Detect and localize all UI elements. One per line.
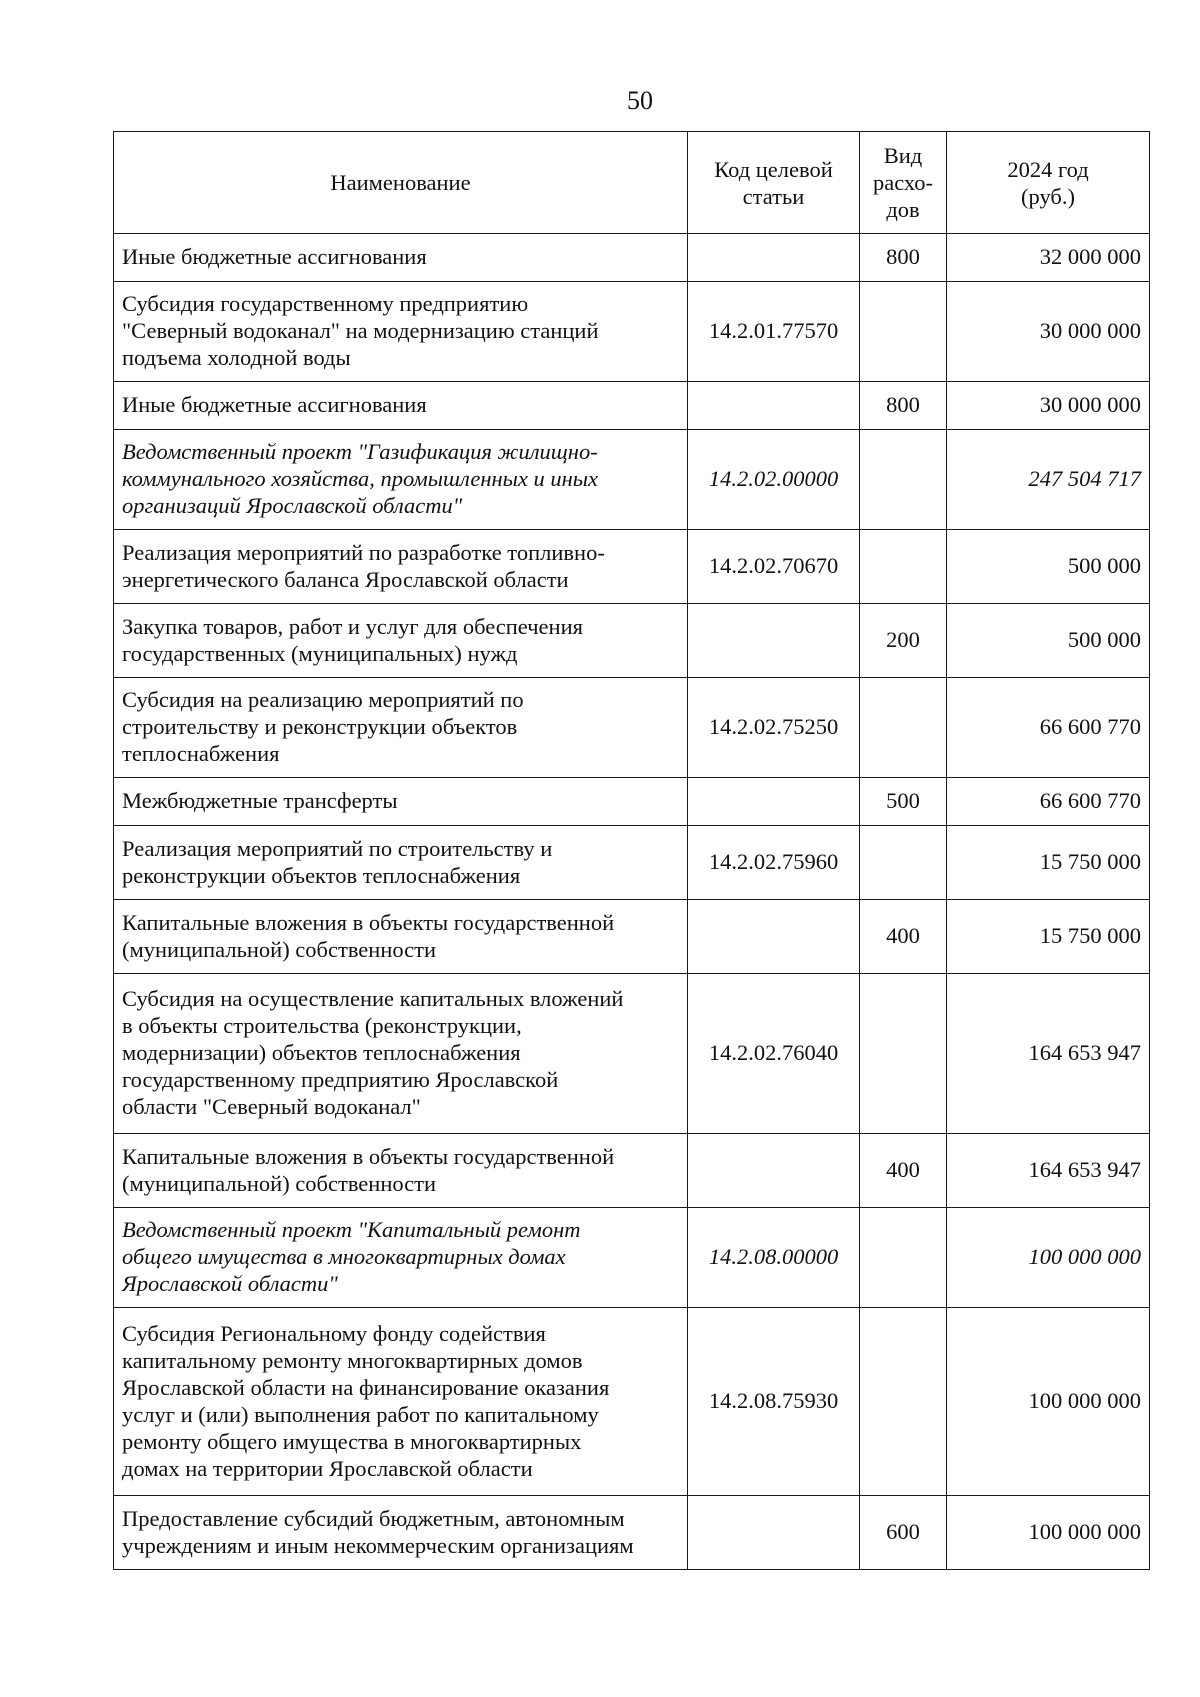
cell-sum: 164 653 947 — [947, 1134, 1150, 1208]
cell-code: 14.2.08.75930 — [688, 1308, 860, 1496]
header-name — [114, 132, 688, 234]
table-row — [114, 826, 1150, 900]
header-kind-line: дов — [886, 197, 920, 222]
cell-name-line: Ведомственный проект "Газификация жилищно- — [122, 439, 598, 464]
cell-name-line: Субсидия Региональному фонду содействия — [122, 1320, 546, 1346]
cell-name-line: домах на территории Ярославской области — [122, 1455, 533, 1481]
cell-name-line: Ведомственный проект "Капитальный ремонт — [122, 1217, 581, 1242]
table-row — [114, 1134, 1150, 1208]
cell-sum: 66 600 770 — [947, 778, 1150, 826]
table-row — [114, 430, 1150, 530]
table-body — [114, 234, 1150, 1570]
cell-code — [688, 900, 860, 974]
header-name-label: Наименование — [330, 170, 471, 195]
cell-name-line: учреждениям и иным некоммерческим организациям — [122, 1532, 634, 1558]
cell-sum: 66 600 770 — [947, 678, 1150, 778]
cell-sum: 30 000 000 — [947, 282, 1150, 382]
cell-code: 14.2.08.00000 — [688, 1208, 860, 1308]
cell-sum: 15 750 000 — [947, 826, 1150, 900]
cell-sum: 32 000 000 — [947, 234, 1150, 282]
header-code-line: Код целевой — [714, 156, 833, 182]
cell-name-line: строительству и реконструкции объектов — [122, 714, 518, 739]
cell-name — [114, 826, 688, 900]
cell-sum: 100 000 000 — [947, 1208, 1150, 1308]
cell-code: 14.2.01.77570 — [688, 282, 860, 382]
cell-sum: 247 504 717 — [947, 430, 1150, 530]
cell-code: 14.2.02.00000 — [688, 430, 860, 530]
cell-name-line: "Северный водоканал" на модернизацию станций — [122, 318, 599, 343]
cell-name-line: Субсидия государственному предприятию — [122, 291, 529, 316]
cell-name-line: ремонту общего имущества в многоквартирных — [122, 1428, 582, 1454]
cell-name-line: Ярославской области на финансирование оказания — [122, 1374, 610, 1400]
header-code — [688, 132, 860, 234]
header-kind — [860, 132, 947, 234]
header-row — [114, 132, 1150, 234]
cell-kind: 800 — [860, 234, 947, 282]
cell-name-line: Субсидия на осуществление капитальных вложений — [122, 986, 624, 1011]
cell-name — [114, 678, 688, 778]
header-sum-line: 2024 год — [1007, 156, 1089, 182]
cell-sum: 100 000 000 — [947, 1496, 1150, 1570]
table-row — [114, 234, 1150, 282]
cell-name-line: капитальному ремонту многоквартирных домов — [122, 1347, 583, 1373]
cell-name-line: Иные бюджетные ассигнования — [122, 244, 427, 269]
table-row — [114, 282, 1150, 382]
cell-name-line: Предоставление субсидий бюджетным, автономным — [122, 1505, 625, 1531]
cell-name — [114, 282, 688, 382]
table-row — [114, 974, 1150, 1134]
cell-name — [114, 530, 688, 604]
table-row — [114, 382, 1150, 430]
cell-name-line: Ярославской области" — [122, 1271, 338, 1296]
cell-name-line: коммунального хозяйства, промышленных и иных — [122, 466, 599, 491]
cell-sum: 15 750 000 — [947, 900, 1150, 974]
header-sum — [947, 132, 1150, 234]
cell-name-line: государственному предприятию Ярославской — [122, 1067, 559, 1092]
cell-kind — [860, 678, 947, 778]
cell-code — [688, 1496, 860, 1570]
cell-code: 14.2.02.75960 — [688, 826, 860, 900]
cell-code — [688, 234, 860, 282]
cell-sum: 100 000 000 — [947, 1308, 1150, 1496]
cell-kind — [860, 974, 947, 1134]
cell-name — [114, 382, 688, 430]
cell-name-line: Иные бюджетные ассигнования — [122, 392, 427, 417]
cell-name-line: Капитальные вложения в объекты государственной — [122, 1143, 615, 1169]
cell-kind: 400 — [860, 1134, 947, 1208]
cell-kind: 600 — [860, 1496, 947, 1570]
cell-code: 14.2.02.75250 — [688, 678, 860, 778]
cell-kind: 400 — [860, 900, 947, 974]
cell-code — [688, 382, 860, 430]
cell-sum: 500 000 — [947, 530, 1150, 604]
table-row — [114, 678, 1150, 778]
table-row — [114, 900, 1150, 974]
cell-name-line: общего имущества в многоквартирных домах — [122, 1244, 566, 1269]
cell-name — [114, 604, 688, 678]
cell-name-line: государственных (муниципальных) нужд — [122, 640, 518, 666]
cell-name-line: Реализация мероприятий по разработке топливно- — [122, 539, 605, 565]
cell-name-line: Капитальные вложения в объекты государственной — [122, 909, 615, 935]
cell-code — [688, 778, 860, 826]
cell-name-line: в объекты строительства (реконструкции, — [122, 1013, 522, 1038]
cell-name — [114, 900, 688, 974]
cell-name — [114, 1496, 688, 1570]
cell-kind — [860, 1208, 947, 1308]
cell-name — [114, 974, 688, 1134]
cell-kind — [860, 826, 947, 900]
cell-sum: 164 653 947 — [947, 974, 1150, 1134]
cell-name-line: Межбюджетные трансферты — [122, 788, 398, 813]
cell-name-line: Закупка товаров, работ и услуг для обеспечения — [122, 613, 583, 639]
cell-name-line: организаций Ярославской области" — [122, 493, 463, 518]
table-row — [114, 530, 1150, 604]
cell-sum: 30 000 000 — [947, 382, 1150, 430]
cell-kind — [860, 1308, 947, 1496]
cell-kind: 800 — [860, 382, 947, 430]
cell-name-line: услуг и (или) выполнения работ по капитальному — [122, 1401, 599, 1427]
cell-name-line: области "Северный водоканал" — [122, 1094, 421, 1119]
table-header — [114, 132, 1150, 234]
cell-name-line: теплоснабжения — [122, 741, 280, 766]
cell-name — [114, 1308, 688, 1496]
cell-name-line: (муниципальной) собственности — [122, 936, 437, 962]
cell-kind: 500 — [860, 778, 947, 826]
cell-name-line: модернизации) объектов теплоснабжения — [122, 1040, 521, 1065]
cell-kind — [860, 430, 947, 530]
table-row — [114, 1308, 1150, 1496]
cell-sum: 500 000 — [947, 604, 1150, 678]
cell-name — [114, 1208, 688, 1308]
cell-code: 14.2.02.70670 — [688, 530, 860, 604]
header-sum-line: (руб.) — [1021, 183, 1075, 209]
page-number: 50 — [627, 86, 653, 115]
table-row — [114, 778, 1150, 826]
cell-name-line: (муниципальной) собственности — [122, 1170, 437, 1196]
cell-kind — [860, 282, 947, 382]
cell-name — [114, 1134, 688, 1208]
cell-name-line: реконструкции объектов теплоснабжения — [122, 862, 521, 888]
cell-name — [114, 234, 688, 282]
cell-name-line: Реализация мероприятий по строительству и — [122, 835, 553, 861]
table-row — [114, 604, 1150, 678]
table-row — [114, 1208, 1150, 1308]
cell-name-line: Субсидия на реализацию мероприятий по — [122, 687, 524, 712]
cell-name-line: подъема холодной воды — [122, 345, 351, 370]
header-kind-line: расхо- — [872, 170, 934, 195]
budget-table — [113, 131, 1150, 1570]
cell-kind — [860, 530, 947, 604]
cell-code — [688, 1134, 860, 1208]
cell-code: 14.2.02.76040 — [688, 974, 860, 1134]
table-row — [114, 1496, 1150, 1570]
cell-code — [688, 604, 860, 678]
cell-name — [114, 430, 688, 530]
cell-name — [114, 778, 688, 826]
cell-kind: 200 — [860, 604, 947, 678]
header-code-line: статьи — [742, 183, 805, 209]
header-kind-line: Вид — [883, 143, 923, 168]
cell-name-line: энергетического баланса Ярославской области — [122, 566, 569, 592]
